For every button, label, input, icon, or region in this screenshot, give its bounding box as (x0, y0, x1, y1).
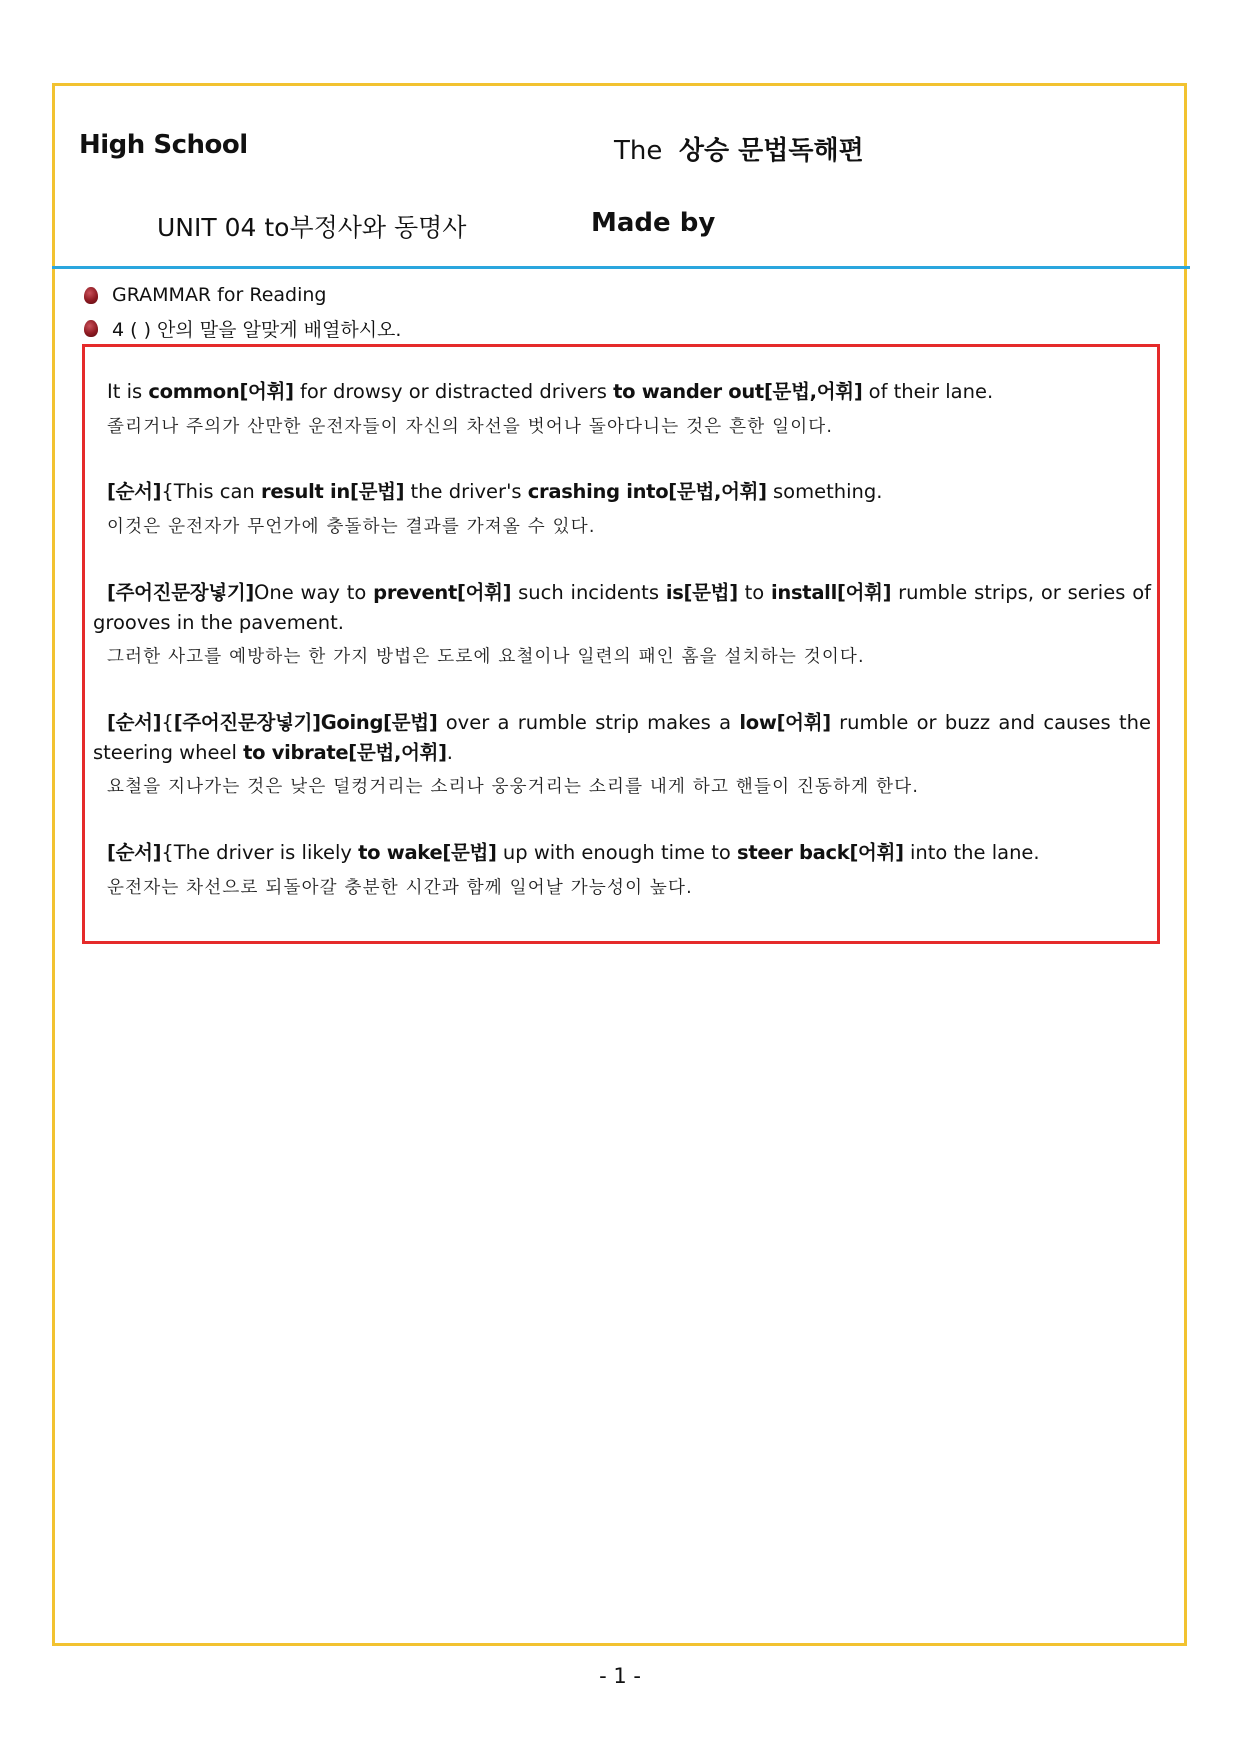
sentence-text: for drowsy or distracted drivers (293, 380, 614, 403)
section-instruction (84, 315, 401, 342)
header-divider (52, 266, 1190, 269)
book-title-main: 상승 문법독해편 (678, 136, 864, 166)
key-phrase: is[문법] (665, 581, 738, 604)
key-phrase: steer back[어휘] (737, 841, 904, 864)
school-level: High School (79, 130, 248, 160)
bullet-icon (84, 320, 98, 337)
key-phrase: common[어휘] (148, 380, 294, 403)
sentence-text: the driver's (404, 480, 528, 503)
key-phrase: install[어휘] (771, 581, 892, 604)
key-phrase: [순서] (107, 711, 162, 734)
sentence-4 (93, 708, 1151, 768)
sentence-text: something. (766, 480, 883, 503)
sentence-text: . (446, 741, 453, 764)
book-title (614, 130, 864, 167)
sentence-text: into the lane. (903, 841, 1040, 864)
sentence-5 (93, 838, 1151, 868)
made-by: Made by (591, 208, 716, 238)
sentence-text: {This can (161, 480, 261, 503)
key-phrase: crashing into[문법,어휘] (527, 480, 767, 503)
sentence-text: It is (107, 380, 149, 403)
sentence-text: { (161, 711, 174, 734)
section-heading-text: GRAMMAR for Reading (112, 284, 327, 306)
sentence-text: rumble or buzz and causes the steering wheel (93, 711, 1151, 764)
unit-title: UNIT 04 to부정사와 동명사 (157, 213, 467, 242)
translation-1: 졸리거나 주의가 산만한 운전자들이 자신의 차선을 벗어나 돌아다니는 것은 흔한 일이다. (107, 417, 834, 437)
sentence-2 (93, 477, 1151, 507)
sentence-text: to (737, 581, 772, 604)
key-phrase: result in[문법] (261, 480, 405, 503)
section-heading (84, 284, 326, 306)
key-phrase: [주어진문장넣기]Going[문법] (173, 711, 438, 734)
page-number: - 1 - (599, 1664, 641, 1688)
translation-4: 요철을 지나가는 것은 낮은 덜컹거리는 소리나 웅웅거리는 소리를 내게 하고 핸들이 진동하게 한다. (107, 777, 920, 797)
translation-5: 운전자는 차선으로 되돌아갈 충분한 시간과 함께 일어날 가능성이 높다. (107, 878, 693, 898)
sentence-1 (93, 377, 1151, 407)
key-phrase: to vibrate[문법,어휘] (243, 741, 447, 764)
key-phrase: [주어진문장넣기] (107, 581, 254, 604)
key-phrase: to wander out[문법,어휘] (613, 380, 863, 403)
key-phrase: to wake[문법] (358, 841, 497, 864)
sentence-text: over a rumble strip makes a (437, 711, 740, 734)
sentence-text: of their lane. (862, 380, 994, 403)
sentence-text: One way to (253, 581, 374, 604)
translation-3: 그러한 사고를 예방하는 한 가지 방법은 도로에 요철이나 일련의 패인 홈을 설치하는 것이다. (107, 647, 865, 667)
sentence-text: rumble strips, or series of grooves in the pavement. (93, 581, 1151, 634)
key-phrase: low[어휘] (739, 711, 831, 734)
bullet-icon (84, 287, 98, 304)
sentence-text: up with enough time to (496, 841, 738, 864)
sentence-3 (93, 578, 1151, 638)
translation-2: 이것은 운전자가 무언가에 충돌하는 결과를 가져올 수 있다. (107, 517, 596, 537)
sentence-text: such incidents (511, 581, 666, 604)
key-phrase: [순서] (107, 841, 162, 864)
sentence-text: {The driver is likely (161, 841, 359, 864)
book-prefix: The (614, 136, 663, 166)
key-phrase: prevent[어휘] (373, 581, 512, 604)
instruction-text: 4 ( ) 안의 말을 알맞게 배열하시오. (112, 319, 402, 341)
key-phrase: [순서] (107, 480, 162, 503)
